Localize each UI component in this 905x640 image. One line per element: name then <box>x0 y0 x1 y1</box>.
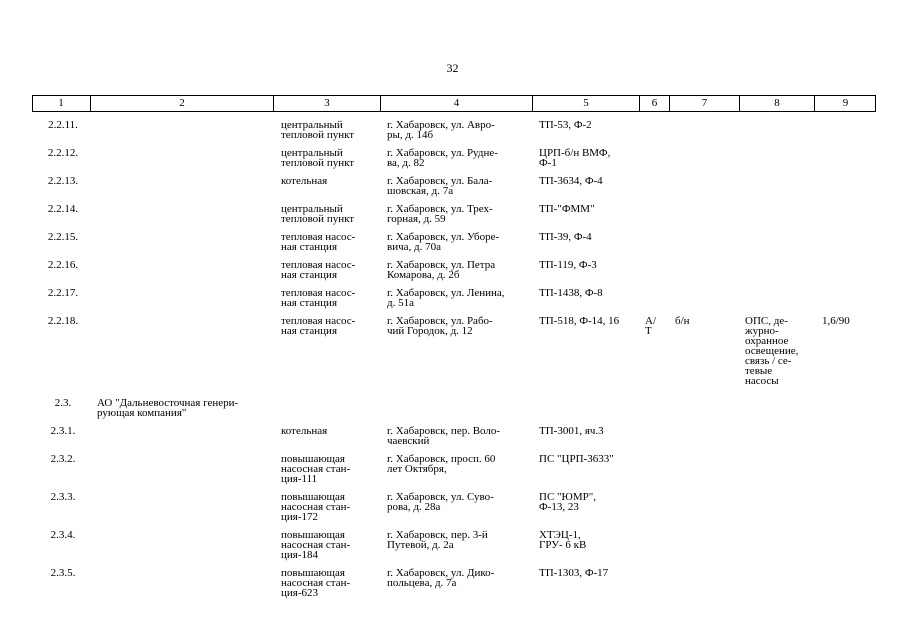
power-source: ПС "ЮМР", Ф-13, 23 <box>539 491 596 513</box>
address: г. Хабаровск, ул. Уборе- вича, д. 70а <box>387 231 500 253</box>
col8-value: ОПС, де- журно- охранное освещение, связь / се- тевые насосы <box>745 315 799 387</box>
row-number: 2.3.5. <box>50 567 76 579</box>
address: г. Хабаровск, ул. Суво- рова, д. 28а <box>387 491 494 513</box>
facility-type: тепловая насос- ная станция <box>281 287 356 309</box>
column-header-8: 8 <box>740 96 815 111</box>
column-header-5: 5 <box>533 96 640 111</box>
power-source: ЦРП-б/н ВМФ, Ф-1 <box>539 147 611 169</box>
address: г. Хабаровск, пер. 3-й Путевой, д. 2а <box>387 529 488 551</box>
power-source: ТП-3634, Ф-4 <box>539 175 603 187</box>
facility-type: повышающая насосная стан- ция-172 <box>281 491 351 523</box>
row-number: 2.3.1. <box>50 425 76 437</box>
address: г. Хабаровск, ул. Рудне- ва, д. 82 <box>387 147 498 169</box>
row-number: 2.3.2. <box>50 453 76 465</box>
power-source: ХТЭЦ-1, ГРУ- 6 кВ <box>539 529 587 551</box>
power-source: ТП-39, Ф-4 <box>539 231 592 243</box>
col7-value: б/н <box>675 315 690 327</box>
row-number: 2.2.18. <box>47 315 79 327</box>
address: г. Хабаровск, ул. Авро- ры, д. 14б <box>387 119 495 141</box>
address: г. Хабаровск, просп. 60 лет Октября, <box>387 453 496 475</box>
column-header-9: 9 <box>842 97 849 109</box>
facility-type: тепловая насос- ная станция <box>281 231 356 253</box>
facility-type: повышающая насосная стан- ция-111 <box>281 453 351 485</box>
facility-type: котельная <box>281 425 328 437</box>
column-header-4: 4 <box>381 96 533 111</box>
power-source: ТП-1303, Ф-17 <box>539 567 609 579</box>
address: г. Хабаровск, ул. Дико- польцева, д. 7а <box>387 567 495 589</box>
power-source: ТП-1438, Ф-8 <box>539 287 603 299</box>
organization: АО "Дальневосточная генери- рующая компания" <box>97 397 239 419</box>
facility-type: тепловая насос- ная станция <box>281 259 356 281</box>
power-source: ПС "ЦРП-3633" <box>539 453 614 465</box>
row-number: 2.3.3. <box>50 491 76 503</box>
col6-value: А/ Т <box>645 315 656 337</box>
power-source: ТП-119, Ф-3 <box>539 259 597 271</box>
row-number: 2.3. <box>54 397 72 409</box>
facility-type: центральный тепловой пункт <box>281 119 355 141</box>
column-header-3: 3 <box>274 96 381 111</box>
address: г. Хабаровск, ул. Трех- горная, д. 59 <box>387 203 493 225</box>
column-header-1: 1 <box>32 96 91 111</box>
facility-type: центральный тепловой пункт <box>281 203 355 225</box>
column-header-2: 2 <box>91 96 274 111</box>
facility-type: повышающая насосная стан- ция-184 <box>281 529 351 561</box>
row-number: 2.2.13. <box>47 175 79 187</box>
power-source: ТП-518, Ф-14, 16 <box>539 315 620 327</box>
power-source: ТП-"ФММ" <box>539 203 595 215</box>
row-number: 2.2.11. <box>48 119 78 131</box>
row-number: 2.2.15. <box>47 231 79 243</box>
address: г. Хабаровск, ул. Рабо- чий Городок, д. 12 <box>387 315 493 337</box>
facility-type: котельная <box>281 175 328 187</box>
column-header-7: 7 <box>670 96 740 111</box>
facility-type: повышающая насосная стан- ция-623 <box>281 567 351 599</box>
row-number: 2.2.14. <box>47 203 79 215</box>
column-header-6: 6 <box>640 96 670 111</box>
table-header <box>32 95 876 112</box>
row-number: 2.3.4. <box>50 529 76 541</box>
facility-type: тепловая насос- ная станция <box>281 315 356 337</box>
row-number: 2.2.17. <box>47 287 79 299</box>
power-source: ТП-53, Ф-2 <box>539 119 592 131</box>
address: г. Хабаровск, ул. Петра Комарова, д. 2б <box>387 259 496 281</box>
address: г. Хабаровск, ул. Бала- шовская, д. 7а <box>387 175 493 197</box>
power-source: ТП-3001, яч.3 <box>539 425 604 437</box>
page-number: 32 <box>446 61 459 75</box>
facility-type: центральный тепловой пункт <box>281 147 355 169</box>
row-number: 2.2.16. <box>47 259 79 271</box>
row-number: 2.2.12. <box>47 147 79 159</box>
address: г. Хабаровск, пер. Воло- чаевский <box>387 425 501 447</box>
address: г. Хабаровск, ул. Ленина, д. 51а <box>387 287 505 309</box>
col9-value: 1,6/90 <box>822 315 850 327</box>
